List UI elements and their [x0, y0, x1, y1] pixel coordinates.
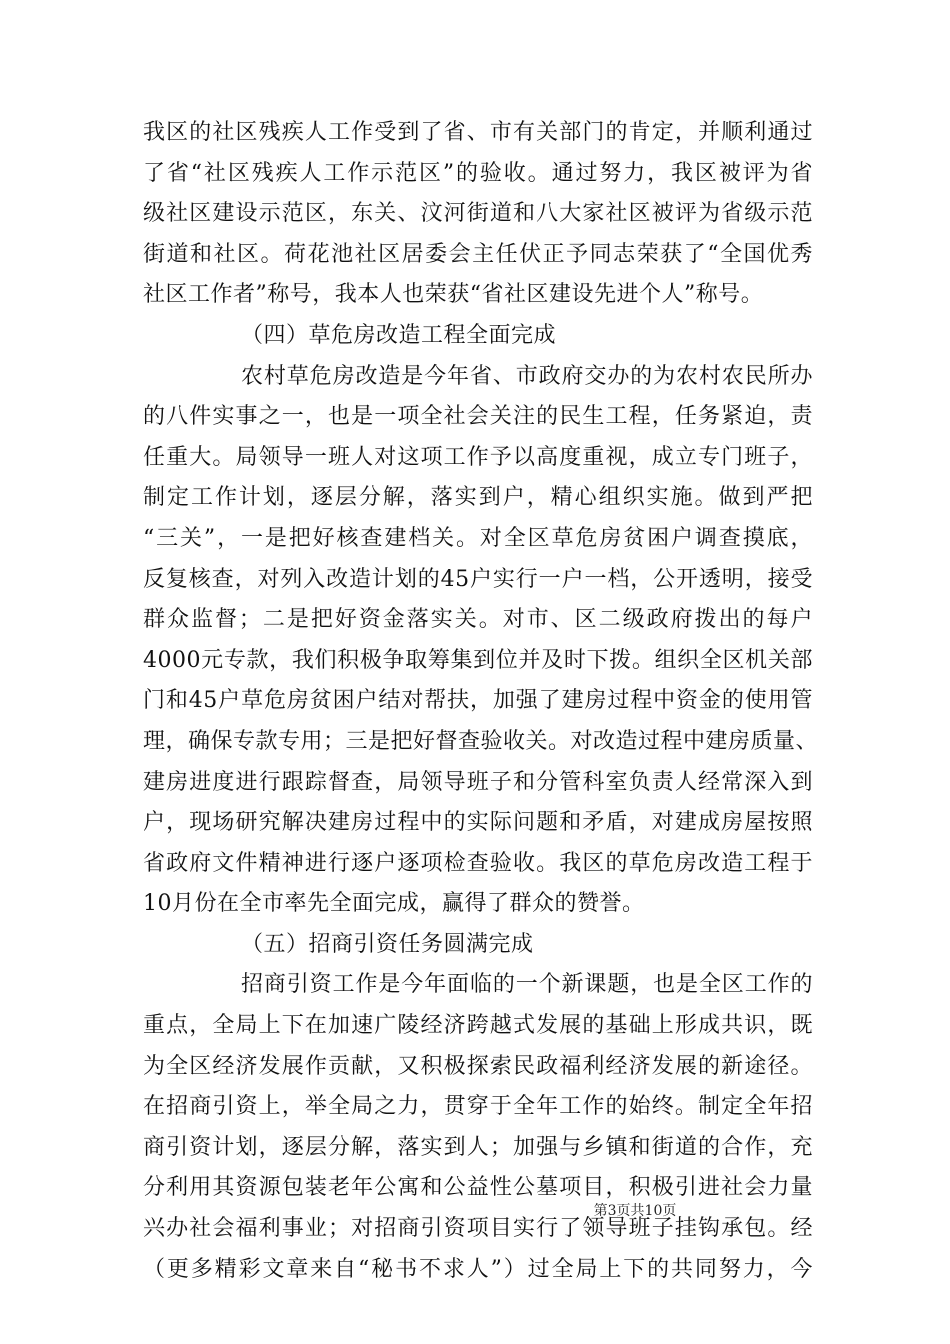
text-line: 的八件实事之一，也是一项全社会关注的民生工程，任务紧迫，责: [143, 404, 813, 430]
text-line: 兴办社会福利事业；对招商引资项目实行了领导班子挂钩承包。经: [143, 1216, 813, 1242]
text-line: 4000元专款，我们积极争取筹集到位并及时下拨。组织全区机关部: [143, 647, 813, 673]
text-line: 分利用其资源包装老年公寓和公益性公墓项目，积极引进社会力量: [143, 1175, 813, 1201]
text-line: 我区的社区残疾人工作受到了省、市有关部门的肯定，并顺利通过: [143, 120, 813, 145]
text-line: 了省“社区残疾人工作示范区”的验收。通过努力，我区被评为省: [143, 160, 813, 186]
text-line: 街道和社区。荷花池社区居委会主任伏正予同志荣获了“全国优秀: [143, 241, 813, 267]
text-line: 建房进度进行跟踪督查，局领导班子和分管科室负责人经常深入到: [143, 769, 813, 795]
text-line: 招商引资工作是今年面临的一个新课题，也是全区工作的: [241, 972, 813, 998]
text-line: 在招商引资上，举全局之力，贯穿于全年工作的始终。制定全年招: [143, 1094, 813, 1120]
text-line: 群众监督；二是把好资金落实关。对市、区二级政府拨出的每户: [143, 607, 813, 633]
text-line: 理，确保专款专用；三是把好督查验收关。对改造过程中建房质量、: [143, 728, 819, 754]
section-heading-5: （五）招商引资任务圆满完成: [241, 931, 534, 957]
page-number: 第3页共10页: [593, 1203, 677, 1219]
text-line: 级社区建设示范区，东关、汶河街道和八大家社区被评为省级示范: [143, 201, 813, 227]
text-line: 商引资计划，逐层分解，落实到人；加强与乡镇和街道的合作，充: [143, 1134, 813, 1160]
page-footer: [0, 1201, 950, 1221]
text-line: 任重大。局领导一班人对这项工作予以高度重视，成立专门班子，: [143, 444, 813, 470]
text-line: 社区工作者”称号，我本人也荣获“省社区建设先进个人”称号。: [143, 282, 764, 308]
text-line: 制定工作计划，逐层分解，落实到户，精心组织实施。做到严把: [143, 485, 813, 511]
text-line: 重点，全局上下在加速广陵经济跨越式发展的基础上形成共识，既: [143, 1013, 813, 1039]
text-line: 10月份在全市率先全面完成，赢得了群众的赞誉。: [143, 891, 645, 917]
section-heading-4: （四）草危房改造工程全面完成: [241, 322, 557, 348]
text-line: 户，现场研究解决建房过程中的实际问题和矛盾，对建成房屋按照: [143, 810, 813, 836]
text-line: （更多精彩文章来自“秘书不求人”）过全局上下的共同努力，今: [143, 1256, 813, 1282]
text-line: 农村草危房改造是今年省、市政府交办的为农村农民所办: [241, 363, 813, 389]
text-line: 为全区经济发展作贡献，又积极探索民政福利经济发展的新途径。: [143, 1053, 813, 1079]
text-line: 省政府文件精神进行逐户逐项检查验收。我区的草危房改造工程于: [143, 850, 813, 876]
text-line: “三关”，一是把好核查建档关。对全区草危房贫困户调查摸底，: [143, 525, 813, 551]
text-line: 反复核查，对列入改造计划的45户实行一户一档，公开透明，接受: [143, 566, 813, 592]
document-body: [143, 113, 819, 1290]
text-line: 门和45户草危房贫困户结对帮扶，加强了建房过程中资金的使用管: [143, 688, 813, 714]
